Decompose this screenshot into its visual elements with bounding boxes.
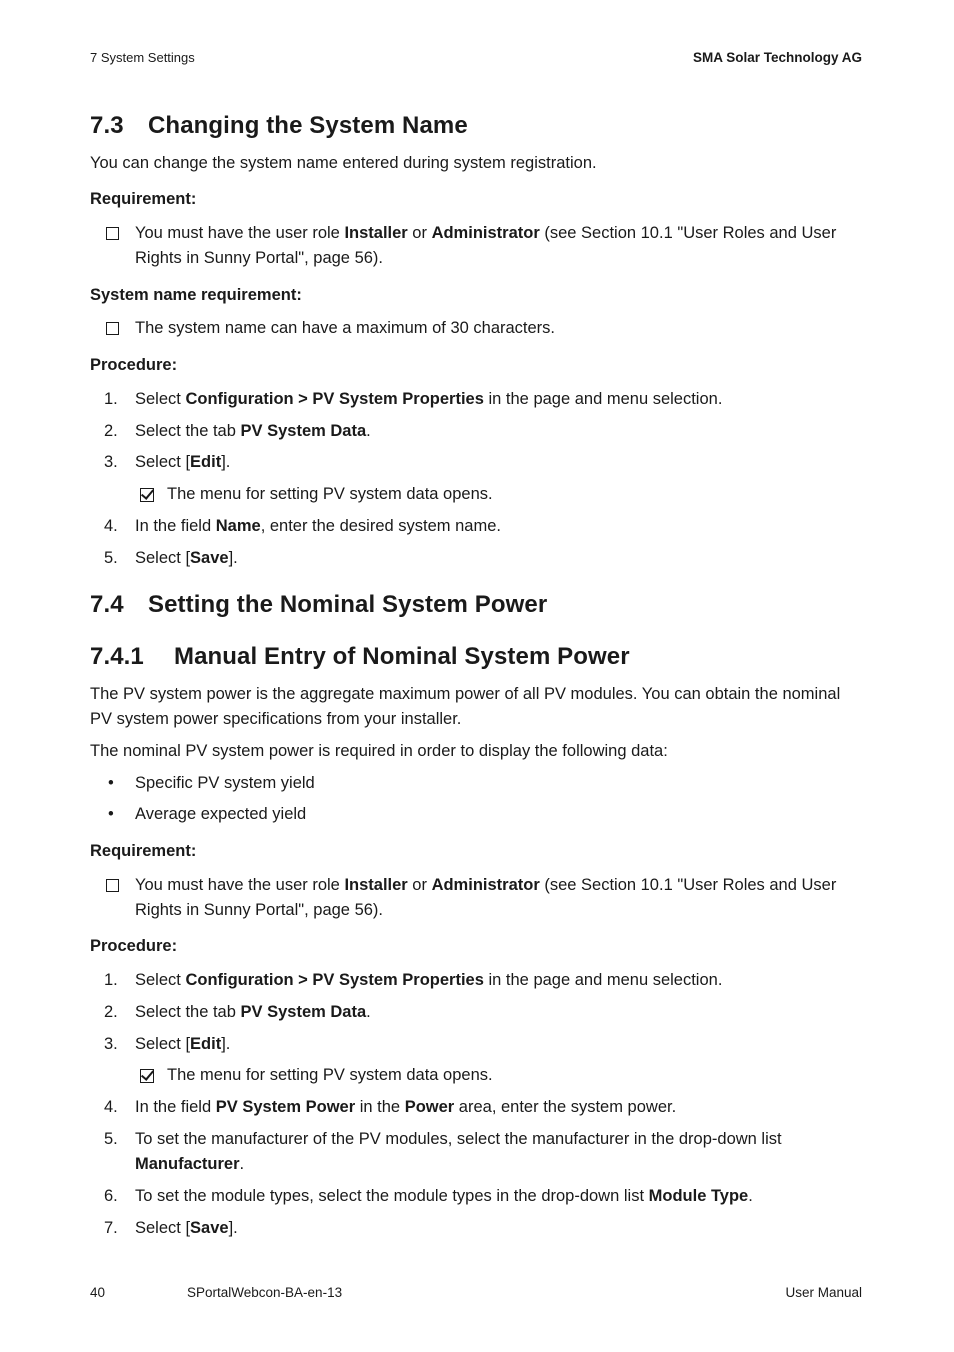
requirement-heading: Requirement: — [90, 842, 197, 860]
requirement-item: You must have the user role Installer or Administrator (see Section 10.1 "User Roles and User Rights in Sunny Portal", page 56). — [104, 221, 864, 271]
procedure-step: 5. Select [Save]. — [104, 549, 238, 567]
section-7-3-intro: You can change the system name entered during system registration. — [90, 154, 597, 172]
section-7-3-heading — [90, 112, 468, 140]
procedure-step: 1. Select Configuration > PV System Properties in the page and menu selection. — [104, 390, 723, 408]
header-company: SMA Solar Technology AG — [692, 50, 862, 65]
header-chapter: 7 System Settings — [90, 50, 195, 65]
procedure-step: 1. Select Configuration > PV System Properties in the page and menu selection. — [104, 971, 723, 989]
procedure-step: 3. Select [Edit]. — [104, 453, 231, 471]
procedure-result: The menu for setting PV system data opens. — [140, 482, 840, 507]
procedure-step: 2. Select the tab PV System Data. — [104, 422, 371, 440]
section-number: 7.4 — [90, 591, 124, 618]
bullet-item: • Average expected yield — [104, 802, 864, 827]
section-number: 7.3 — [90, 112, 124, 139]
checkbox-checked-icon — [140, 488, 154, 502]
footer-page-number: 40 — [90, 1285, 106, 1300]
requirement-item: You must have the user role Installer or Administrator (see Section 10.1 "User Roles and User Rights in Sunny Portal", page 56). — [104, 873, 864, 923]
procedure-step: 4. In the field Name, enter the desired system name. — [104, 517, 501, 535]
section-7-4-heading — [90, 591, 547, 619]
paragraph: The nominal PV system power is required in order to display the following data: — [90, 742, 668, 760]
bullet-icon: • — [108, 805, 114, 823]
procedure-step: 7. Select [Save]. — [104, 1219, 238, 1237]
procedure-step: 4. In the field PV System Power in the Power area, enter the system power. — [104, 1098, 677, 1116]
system-name-requirement-item: The system name can have a maximum of 30 characters. — [104, 316, 864, 341]
bullet-item: • Specific PV system yield — [104, 771, 864, 796]
system-name-requirement-heading: System name requirement: — [90, 286, 302, 304]
procedure-heading: Procedure: — [90, 937, 178, 955]
checkbox-empty-icon — [106, 227, 119, 240]
checkbox-empty-icon — [106, 322, 119, 335]
section-title: Manual Entry of Nominal System Power — [174, 643, 630, 670]
procedure-step: 5. To set the manufacturer of the PV modules, select the manufacturer in the drop-down list Manufacturer. — [104, 1130, 782, 1173]
checkbox-empty-icon — [106, 879, 119, 892]
section-number: 7.4.1 — [90, 643, 144, 670]
procedure-step: 6. To set the module types, select the module types in the drop-down list Module Type. — [104, 1187, 753, 1205]
checkbox-checked-icon — [140, 1069, 154, 1083]
footer-doc-type: User Manual — [785, 1285, 862, 1300]
bullet-icon: • — [108, 774, 114, 792]
section-title: Changing the System Name — [148, 112, 468, 139]
paragraph: The PV system power is the aggregate maximum power of all PV modules. You can obtain the nominal PV system power specifications from your installer. — [90, 685, 841, 728]
procedure-step: 2. Select the tab PV System Data. — [104, 1003, 371, 1021]
section-title: Setting the Nominal System Power — [148, 591, 548, 618]
procedure-result: The menu for setting PV system data opens. — [140, 1063, 840, 1088]
section-7-4-1-heading — [90, 643, 630, 671]
procedure-heading: Procedure: — [90, 356, 178, 374]
procedure-step: 3. Select [Edit]. — [104, 1035, 231, 1053]
requirement-heading: Requirement: — [90, 190, 197, 208]
footer-doc-id: SPortalWebcon-BA-en-13 — [187, 1285, 343, 1300]
